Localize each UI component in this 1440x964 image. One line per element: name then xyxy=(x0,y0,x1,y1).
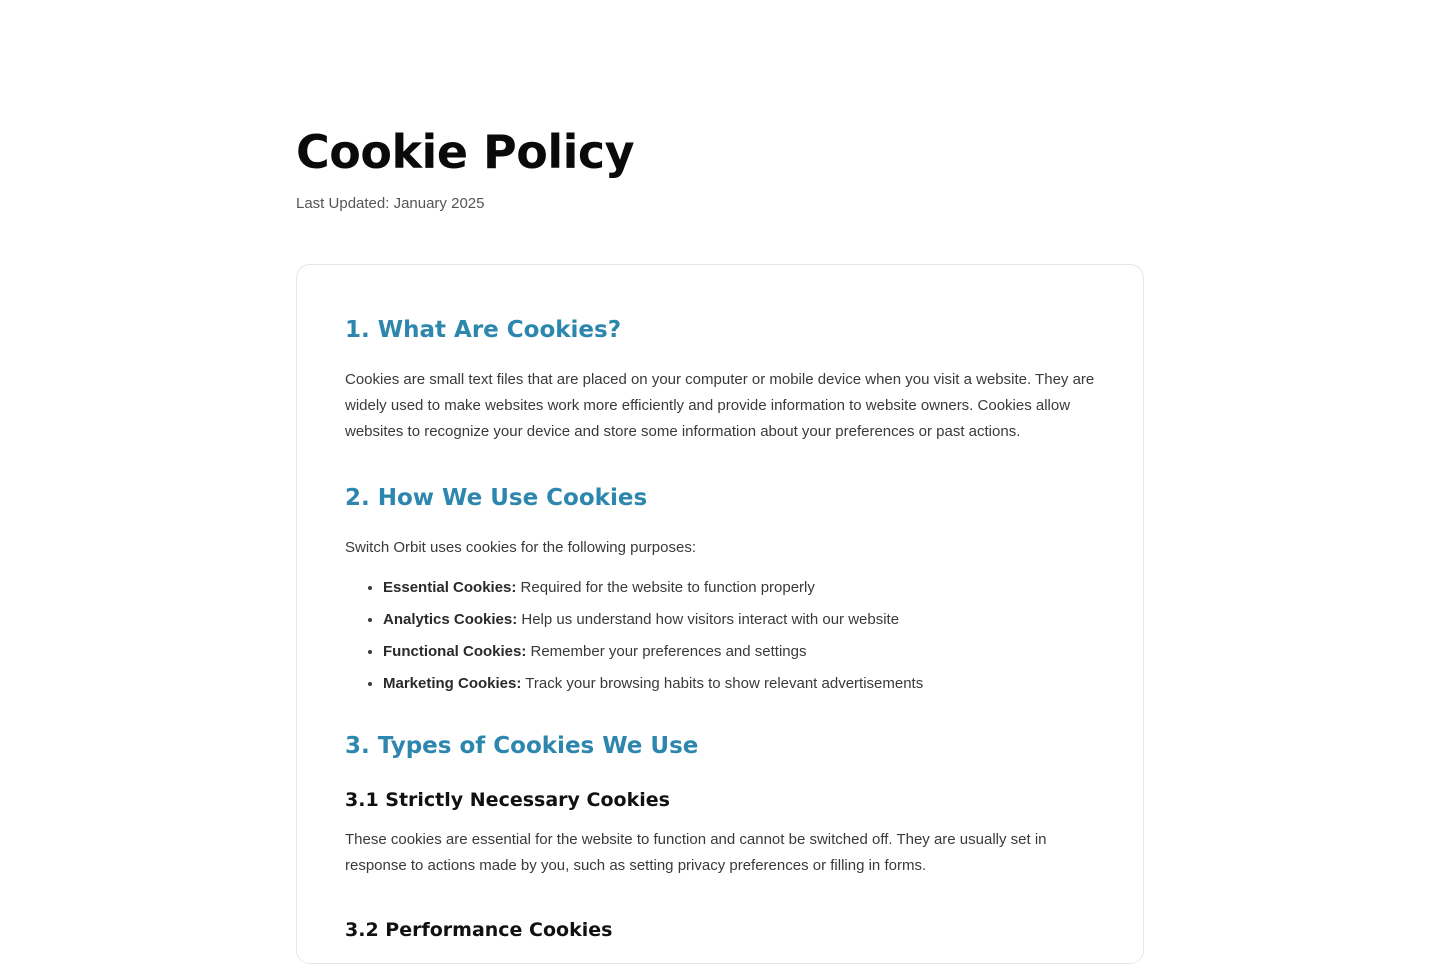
subheading-performance: 3.2 Performance Cookies xyxy=(345,919,613,941)
list-item-functional xyxy=(383,639,1095,665)
list-item-essential xyxy=(383,575,1095,601)
what-are-cookies-paragraph: Cookies are small text files that are placed on your computer or mobile device when you visit a website. They are widely used to make websites work more efficiently and provide information to website owners. Cookies allow websites to recognize your device and store some information about your preferences or past actions. xyxy=(345,371,1095,440)
list-item-description: Track your browsing habits to show relevant advertisements xyxy=(521,675,924,692)
cookie-purpose-list xyxy=(345,575,1095,697)
list-item-description: Remember your preferences and settings xyxy=(526,643,807,660)
list-item-term: Analytics Cookies: xyxy=(383,611,518,628)
subheading-strictly-necessary: 3.1 Strictly Necessary Cookies xyxy=(345,789,670,811)
page-container xyxy=(296,0,1144,964)
how-we-use-intro: Switch Orbit uses cookies for the following purposes: xyxy=(345,539,696,556)
section-heading-types-of-cookies: 3. Types of Cookies We Use xyxy=(345,733,699,759)
list-item-term: Functional Cookies: xyxy=(383,643,527,660)
list-item-analytics xyxy=(383,607,1095,633)
list-item-term: Essential Cookies: xyxy=(383,579,517,596)
last-updated-text: Last Updated: January 2025 xyxy=(296,195,485,212)
section-heading-how-we-use-cookies: 2. How We Use Cookies xyxy=(345,485,648,511)
page-title: Cookie Policy xyxy=(296,125,635,179)
strictly-necessary-paragraph: These cookies are essential for the website to function and cannot be switched off. They are usually set in response to actions made by you, such as setting privacy preferences or filling in forms. xyxy=(345,831,1047,874)
section-heading-what-are-cookies: 1. What Are Cookies? xyxy=(345,317,622,343)
policy-content-card xyxy=(296,264,1144,964)
list-item-term: Marketing Cookies: xyxy=(383,675,522,692)
list-item-description: Help us understand how visitors interact with our website xyxy=(517,611,900,628)
list-item-description: Required for the website to function properly xyxy=(516,579,815,596)
list-item-marketing xyxy=(383,671,1095,697)
